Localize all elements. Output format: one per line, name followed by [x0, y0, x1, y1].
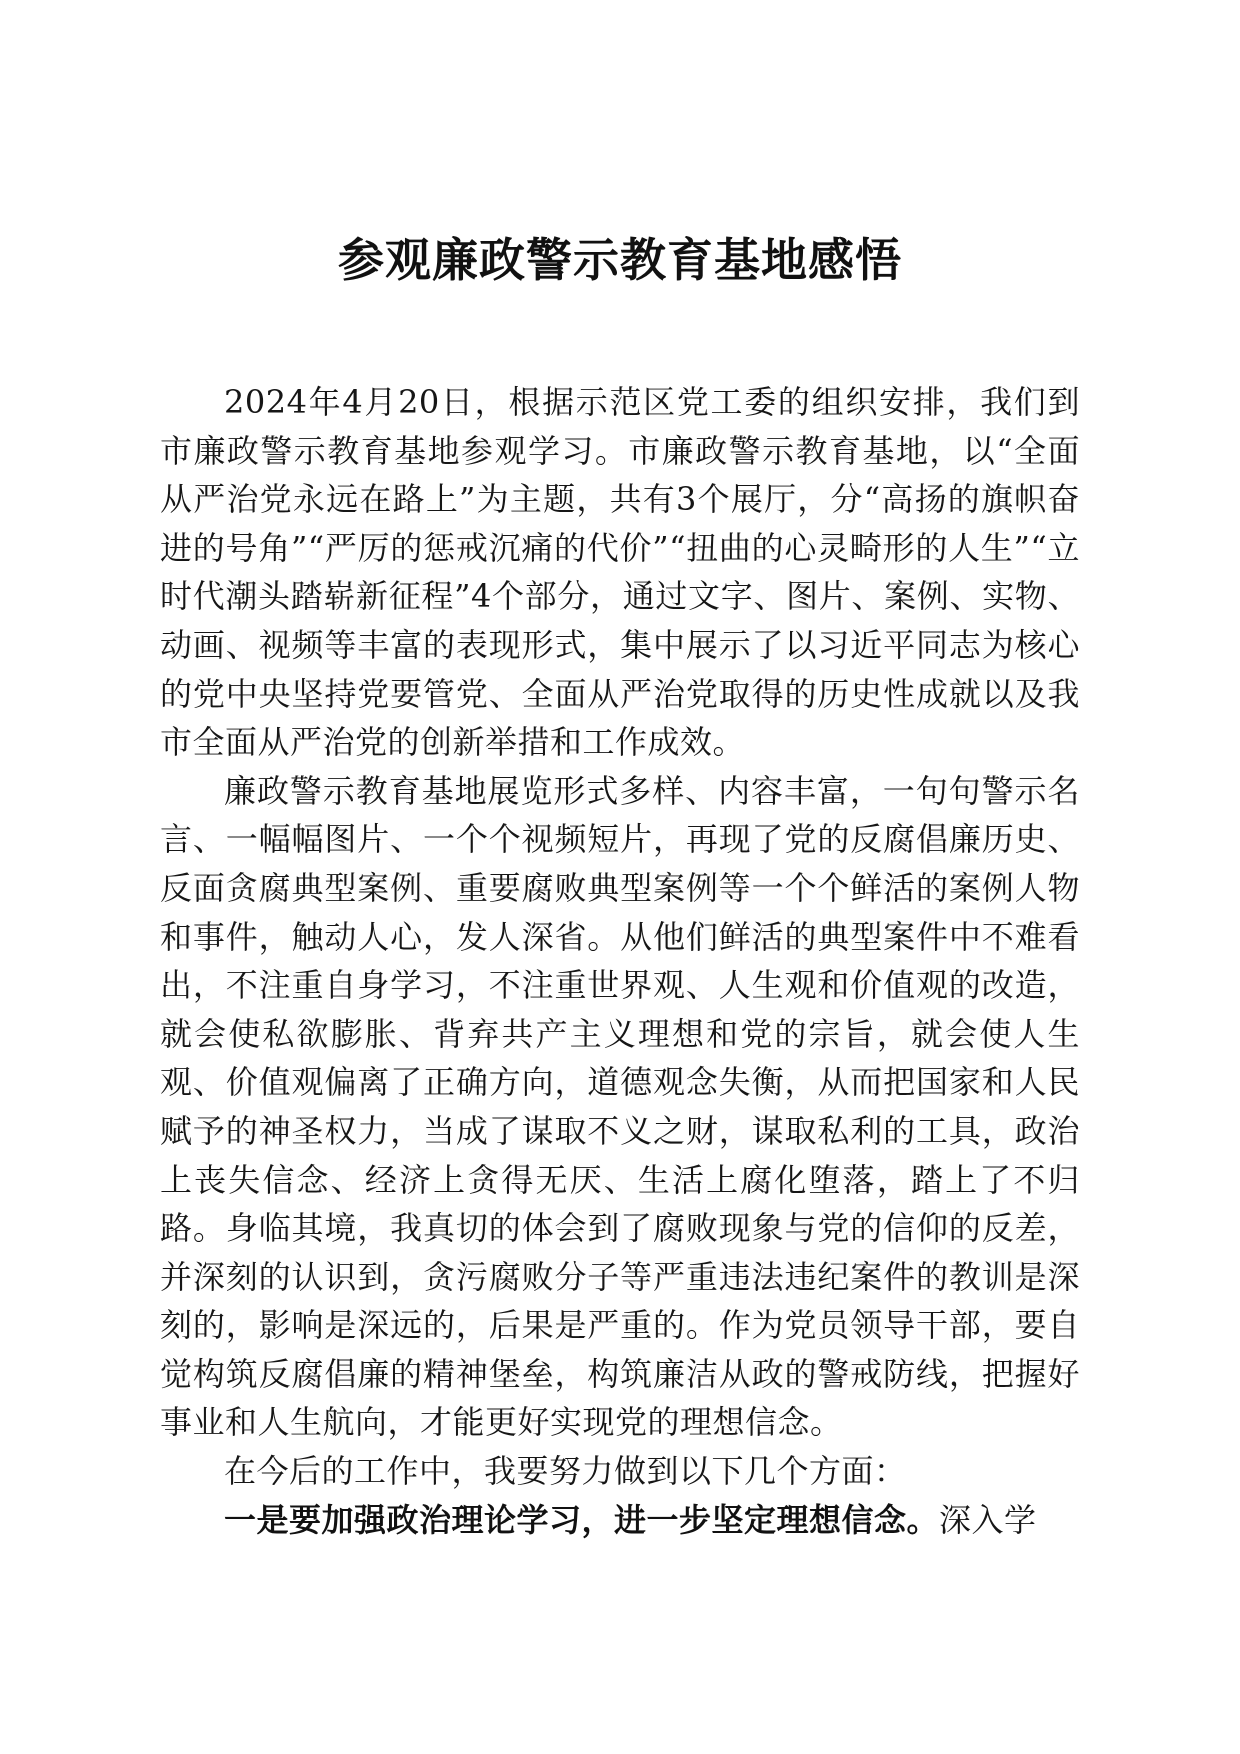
- point-one-text: 深入学: [939, 1500, 1037, 1539]
- document-body: [160, 378, 1080, 1544]
- document-title: 参观廉政警示教育基地感悟: [338, 233, 902, 287]
- paragraph-exhibition-reflection: 廉政警示教育基地展览形式多样、内容丰富，一句句警示名言、一幅幅图片、一个个视频短片，再现了党的反腐倡廉历史、反面贪腐典型案例、重要腐败典型案例等一个个鲜活的案例人物和事件，触动人心，发人深省。从他们鲜活的典型案件中不难看出，不注重自身学习，不注重世界观、人生观和价值观的改造，就会使私欲膨胀、背弃共产主义理想和党的宗旨，就会使人生观、价值观偏离了正确方向，道德观念失衡，从而把国家和人民赋予的神圣权力，当成了谋取不义之财，谋取私利的工具，政治上丧失信念、经济上贪得无厌、生活上腐化堕落，踏上了不归路。身临其境，我真切的体会到了腐败现象与党的信仰的反差，并深刻的认识到，贪污腐败分子等严重违法违纪案件的教训是深刻的，影响是深远的，后果是严重的。作为党员领导干部，要自觉构筑反腐倡廉的精神堡垒，构筑廉洁从政的警戒防线，把握好事业和人生航向，才能更好实现党的理想信念。: [160, 771, 1080, 1442]
- paragraph-point-one: [160, 1496, 1080, 1545]
- paragraph-future-work-intro: 在今后的工作中，我要努力做到以下几个方面：: [224, 1452, 907, 1491]
- paragraph-visit-intro: 2024年4月20日，根据示范区党工委的组织安排，我们到市廉政警示教育基地参观学习。市廉政警示教育基地，以“全面从严治党永远在路上”为主题，共有3个展厅，分“高扬的旗帜奋进的号角”“严厉的惩戒沉痛的代价”“扭曲的心灵畸形的人生”“立时代潮头踏崭新征程”4个部分，通过文字、图片、案例、实物、动画、视频等丰富的表现形式，集中展示了以习近平同志为核心的党中央坚持党要管党、全面从严治党取得的历史性成就以及我市全面从严治党的创新举措和工作成效。: [160, 383, 1080, 762]
- point-one-heading: 一是要加强政治理论学习，进一步坚定理想信念。: [224, 1500, 940, 1539]
